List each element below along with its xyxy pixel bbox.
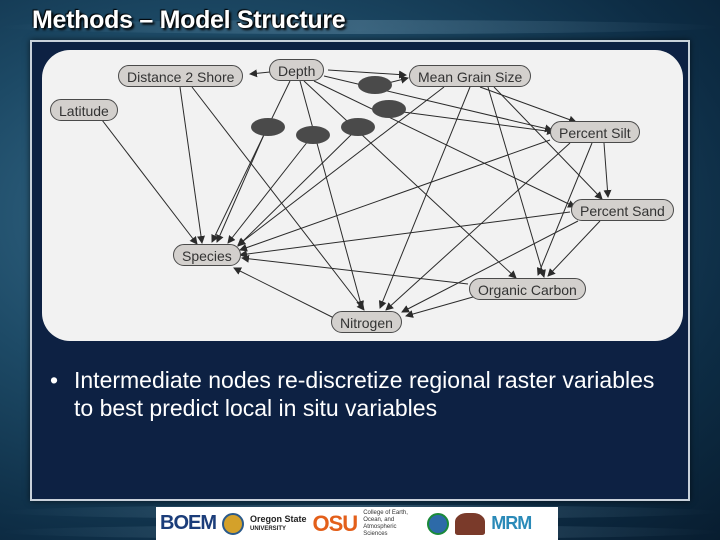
node-species: Species [173,244,241,266]
edge [180,87,202,243]
model-diagram [42,50,683,341]
node-organic-carbon: Organic Carbon [469,278,586,300]
oregon-state-text: Oregon State [250,513,307,524]
edge [328,70,406,75]
seal-icon [222,513,244,535]
node-latitude: Latitude [50,99,118,121]
edge [234,268,334,318]
edge [314,81,575,207]
node-nitrogen: Nitrogen [331,311,402,333]
intermediate-node [296,126,330,144]
node-depth: Depth [269,59,324,81]
agency-seal-icon [427,513,449,535]
slide-title: Methods – Model Structure [32,6,346,34]
edge [212,81,290,242]
edge [240,212,570,255]
diagram-edges [42,50,683,341]
bullet-marker: • [50,367,59,393]
edge [242,258,468,284]
edge [406,295,480,316]
edge [304,81,516,278]
bullet-text: Intermediate nodes re-discretize regional raster variables to best predict local in situ variables [74,367,655,421]
osu-logo: OSU [312,510,358,536]
node-distance-2-shore: Distance 2 Shore [118,65,243,87]
intermediate-node [251,118,285,136]
intermediate-node [358,76,392,94]
node-percent-sand: Percent Sand [571,199,674,221]
bullet-item [50,366,670,422]
edge [238,87,444,245]
edge [102,120,197,244]
node-percent-silt: Percent Silt [550,121,640,143]
intermediate-node [372,100,406,118]
edge [604,143,608,197]
oregon-state-logo [250,509,307,539]
college-logo: College of Earth, Ocean, and Atmospheric Sciences [363,509,408,537]
mrm-logo: MRM [491,513,532,533]
edge [300,81,362,308]
edge [250,72,270,74]
node-mean-grain-size: Mean Grain Size [409,65,531,87]
crab-icon [455,513,485,535]
edge [488,87,544,277]
intermediate-node [341,118,375,136]
boem-logo: BOEM [160,512,216,534]
edge [240,140,550,250]
edge [548,221,600,276]
sponsor-logo-bar [156,507,558,540]
bullet-list [50,366,670,422]
oregon-state-subtext: UNIVERSITY [250,525,287,532]
